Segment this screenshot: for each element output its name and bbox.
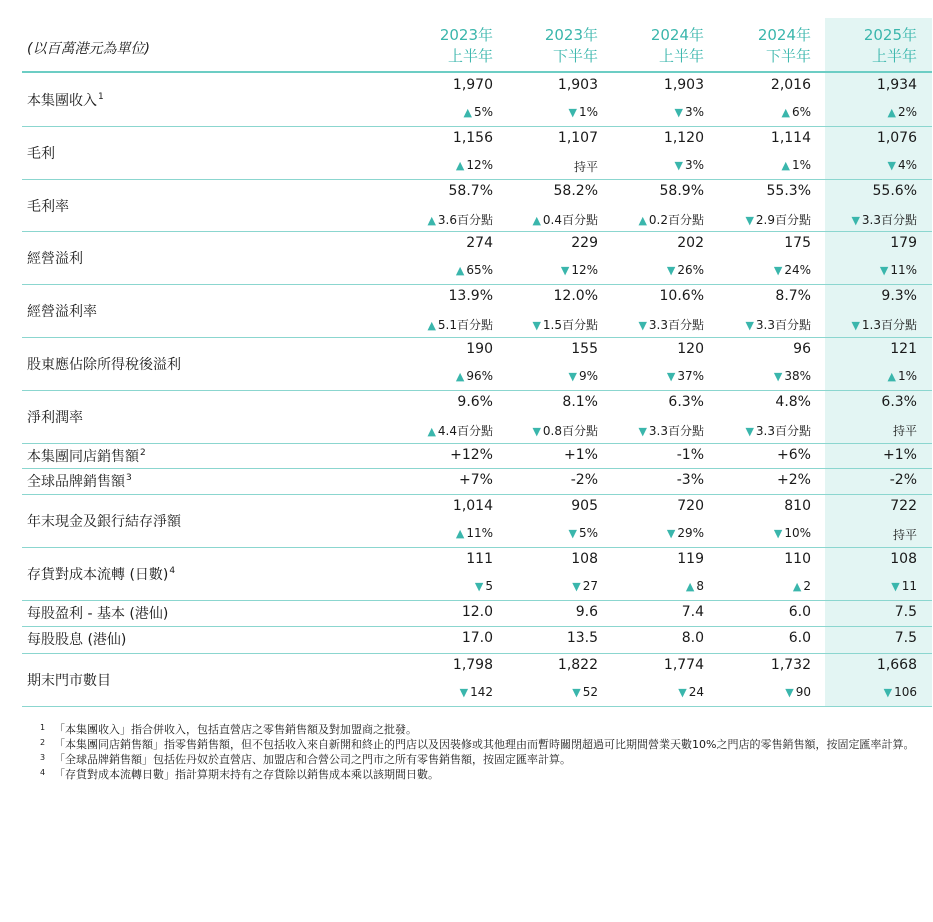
row-label-text: 全球品牌銷售額 xyxy=(27,474,125,490)
cell-change xyxy=(701,263,811,277)
change-text: 11% xyxy=(466,526,493,540)
change-text: 12% xyxy=(571,263,598,277)
column-header-year: 2024年 xyxy=(650,26,704,44)
cell-change xyxy=(488,369,598,383)
change-text: 9% xyxy=(578,369,598,383)
cell-value: 96 xyxy=(793,341,811,357)
column-header xyxy=(528,25,598,67)
down-triangle-icon: ▼ xyxy=(560,264,570,277)
footnote-text: 「全球品牌銷售額」包括佐丹奴於直營店、加盟店和合營公司之門市之所有零售銷售額，按固定匯率計算。 xyxy=(54,753,571,766)
cell-change xyxy=(701,211,811,228)
up-triangle-icon: ▲ xyxy=(463,106,472,119)
row-label xyxy=(27,143,55,163)
column-header xyxy=(741,25,811,67)
up-triangle-icon: ▲ xyxy=(455,527,465,540)
highlight-column-2025 xyxy=(825,18,932,706)
column-header-year: 2025年 xyxy=(863,26,917,44)
row-divider xyxy=(22,126,932,127)
cell-value: 229 xyxy=(571,235,598,251)
cell-value: 108 xyxy=(571,551,598,567)
change-text: 1% xyxy=(791,158,811,172)
footnote xyxy=(40,752,920,767)
cell-change xyxy=(594,158,704,172)
column-header-year: 2023年 xyxy=(439,26,493,44)
cell-value: +1% xyxy=(564,447,598,463)
down-triangle-icon: ▼ xyxy=(666,527,676,540)
down-triangle-icon: ▼ xyxy=(745,319,754,332)
down-triangle-icon: ▼ xyxy=(851,214,860,227)
cell-change xyxy=(594,316,704,333)
cell-value: -1% xyxy=(676,447,704,463)
change-text: 1% xyxy=(578,105,598,119)
change-text: 3.6百分點 xyxy=(437,213,493,227)
row-label xyxy=(27,603,168,623)
cell-value: 7.4 xyxy=(681,604,704,620)
cell-change xyxy=(807,158,917,172)
column-header-half: 上半年 xyxy=(447,47,493,65)
cell-value: 120 xyxy=(677,341,704,357)
cell-change xyxy=(807,579,917,593)
cell-change xyxy=(594,579,704,593)
change-text: 24 xyxy=(688,685,704,699)
up-triangle-icon: ▲ xyxy=(455,159,465,172)
cell-value: 905 xyxy=(571,498,598,514)
cell-change xyxy=(807,526,917,543)
cell-value: 17.0 xyxy=(461,630,493,646)
row-divider xyxy=(22,653,932,654)
row-label-text: 淨利潤率 xyxy=(27,410,83,426)
down-triangle-icon: ▼ xyxy=(474,580,484,593)
cell-value: 1,903 xyxy=(663,77,704,93)
cell-value: 1,120 xyxy=(663,130,704,146)
cell-value: 111 xyxy=(466,551,493,567)
cell-value: 6.3% xyxy=(881,394,917,410)
cell-change xyxy=(807,105,917,119)
cell-value: 58.9% xyxy=(659,183,704,199)
cell-value: 274 xyxy=(466,235,493,251)
up-triangle-icon: ▲ xyxy=(781,159,790,172)
cell-change xyxy=(383,369,493,383)
cell-change xyxy=(383,579,493,593)
up-triangle-icon: ▲ xyxy=(887,370,896,383)
row-label-text: 每股盈利 - 基本 (港仙) xyxy=(27,606,169,622)
cell-change xyxy=(488,158,598,175)
footnote-number: 2 xyxy=(40,738,46,747)
down-triangle-icon: ▼ xyxy=(879,264,889,277)
cell-change xyxy=(701,105,811,119)
cell-value: 1,970 xyxy=(452,77,493,93)
cell-value: 1,668 xyxy=(876,657,917,673)
column-header xyxy=(847,25,917,67)
row-label-text: 本集團同店銷售額 xyxy=(27,449,139,465)
row-label-text: 存貨對成本流轉 (日數) xyxy=(27,567,169,583)
change-text: 27 xyxy=(582,579,598,593)
row-label-text: 毛利 xyxy=(27,146,55,162)
up-triangle-icon: ▲ xyxy=(638,214,647,227)
cell-value: 1,774 xyxy=(663,657,704,673)
row-label xyxy=(27,446,146,466)
footnote xyxy=(40,722,920,737)
up-triangle-icon: ▲ xyxy=(685,580,695,593)
row-label-text: 期末門市數目 xyxy=(27,673,111,689)
cell-change xyxy=(594,369,704,383)
footnote-number: 3 xyxy=(40,753,46,762)
change-text: 1% xyxy=(897,369,917,383)
up-triangle-icon: ▲ xyxy=(427,319,436,332)
cell-change xyxy=(488,316,598,333)
cell-value: 720 xyxy=(677,498,704,514)
cell-value: 6.0 xyxy=(788,604,811,620)
up-triangle-icon: ▲ xyxy=(792,580,802,593)
row-divider xyxy=(22,494,932,495)
cell-change xyxy=(701,685,811,699)
change-text: 3% xyxy=(684,158,704,172)
cell-change xyxy=(383,526,493,540)
row-label xyxy=(27,354,181,374)
down-triangle-icon: ▼ xyxy=(568,527,577,540)
down-triangle-icon: ▼ xyxy=(773,264,783,277)
cell-change xyxy=(488,263,598,277)
cell-value: 58.7% xyxy=(448,183,493,199)
cell-change xyxy=(383,211,493,228)
footnote-number: 4 xyxy=(40,768,46,777)
row-label-text: 每股股息 (港仙) xyxy=(27,632,127,648)
down-triangle-icon: ▼ xyxy=(887,159,896,172)
cell-value: +6% xyxy=(777,447,811,463)
change-text: 1.3百分點 xyxy=(861,318,917,332)
row-divider xyxy=(22,179,932,180)
footnote-ref: 2 xyxy=(140,448,146,458)
cell-value: -2% xyxy=(570,472,598,488)
cell-value: 1,107 xyxy=(557,130,598,146)
cell-value: 10.6% xyxy=(659,288,704,304)
down-triangle-icon: ▼ xyxy=(568,106,577,119)
cell-change xyxy=(701,369,811,383)
cell-value: +7% xyxy=(459,472,493,488)
row-label xyxy=(27,90,104,110)
cell-change xyxy=(383,158,493,172)
unit-label: (以百萬港元為單位) xyxy=(27,41,150,57)
footnote-text: 「存貨對成本流轉日數」指計算期末持有之存貨除以銷售成本乘以該期間日數。 xyxy=(54,768,439,781)
cell-value: 110 xyxy=(784,551,811,567)
footnote-text: 「本集團收入」指合併收入，包括直營店之零售銷售額及對加盟商之批發。 xyxy=(54,723,417,736)
cell-change xyxy=(594,211,704,228)
cell-change xyxy=(383,316,493,333)
change-text: 5 xyxy=(485,579,493,593)
row-label xyxy=(27,248,83,268)
change-text: 3.3百分點 xyxy=(648,318,704,332)
down-triangle-icon: ▼ xyxy=(532,319,541,332)
down-triangle-icon: ▼ xyxy=(745,425,754,438)
change-text: 142 xyxy=(470,685,493,699)
down-triangle-icon: ▼ xyxy=(666,370,676,383)
row-label-text: 年末現金及銀行結存淨額 xyxy=(27,514,181,530)
cell-change xyxy=(701,158,811,172)
change-text: 5.1百分點 xyxy=(437,318,493,332)
up-triangle-icon: ▲ xyxy=(455,370,465,383)
cell-value: -3% xyxy=(676,472,704,488)
cell-change xyxy=(488,422,598,439)
up-triangle-icon: ▲ xyxy=(887,106,896,119)
row-divider xyxy=(22,547,932,548)
cell-change xyxy=(383,105,493,119)
cell-change xyxy=(807,211,917,228)
row-divider xyxy=(22,600,932,601)
header-rule xyxy=(22,71,932,73)
change-text: 10% xyxy=(784,526,811,540)
cell-value: 108 xyxy=(890,551,917,567)
cell-value: +12% xyxy=(450,447,493,463)
up-triangle-icon: ▲ xyxy=(427,214,436,227)
footnote-text: 「本集團同店銷售額」指零售銷售額，但不包括收入來自新開和終止的門店以及因裝修或其他理由而暫時關閉超過可比期間營業天數10%之門店的零售銷售額，按固定匯率計算。 xyxy=(54,738,915,751)
down-triangle-icon: ▼ xyxy=(674,159,683,172)
footnote-number: 1 xyxy=(40,723,46,732)
footnote xyxy=(40,767,920,782)
footnote-ref: 1 xyxy=(98,92,104,102)
change-text: 3.3百分點 xyxy=(755,424,811,438)
cell-value: 1,934 xyxy=(876,77,917,93)
change-text: 3.3百分點 xyxy=(861,213,917,227)
cell-value: 1,903 xyxy=(557,77,598,93)
cell-change xyxy=(701,526,811,540)
change-text: 37% xyxy=(677,369,704,383)
cell-value: 175 xyxy=(784,235,811,251)
down-triangle-icon: ▼ xyxy=(678,686,687,699)
cell-value: 12.0 xyxy=(461,604,493,620)
change-text: 96% xyxy=(466,369,493,383)
cell-value: 1,076 xyxy=(876,130,917,146)
up-triangle-icon: ▲ xyxy=(455,264,465,277)
change-text: 3.3百分點 xyxy=(755,318,811,332)
cell-value: 55.3% xyxy=(766,183,811,199)
cell-change xyxy=(701,316,811,333)
footnote-ref: 3 xyxy=(126,473,132,483)
change-text: 持平 xyxy=(892,528,917,542)
cell-value: +1% xyxy=(883,447,917,463)
down-triangle-icon: ▼ xyxy=(666,264,676,277)
cell-value: 8.1% xyxy=(562,394,598,410)
down-triangle-icon: ▼ xyxy=(572,580,581,593)
down-triangle-icon: ▼ xyxy=(883,686,893,699)
footnote xyxy=(40,737,920,752)
row-label xyxy=(27,670,111,690)
down-triangle-icon: ▼ xyxy=(568,370,577,383)
cell-value: 8.0 xyxy=(681,630,704,646)
down-triangle-icon: ▼ xyxy=(891,580,900,593)
row-label xyxy=(27,564,175,584)
footnotes xyxy=(40,722,920,782)
change-text: 5% xyxy=(578,526,598,540)
change-text: 0.2百分點 xyxy=(648,213,704,227)
cell-value: 1,822 xyxy=(557,657,598,673)
cell-value: 7.5 xyxy=(894,630,917,646)
cell-value: 6.0 xyxy=(788,630,811,646)
cell-value: 9.6 xyxy=(575,604,598,620)
row-label-text: 本集團收入 xyxy=(27,93,97,109)
down-triangle-icon: ▼ xyxy=(773,527,783,540)
down-triangle-icon: ▼ xyxy=(459,686,469,699)
cell-value: 9.6% xyxy=(457,394,493,410)
change-text: 持平 xyxy=(573,160,598,174)
cell-value: 55.6% xyxy=(872,183,917,199)
change-text: 90 xyxy=(795,685,811,699)
cell-change xyxy=(807,369,917,383)
change-text: 106 xyxy=(894,685,917,699)
cell-value: 13.9% xyxy=(448,288,493,304)
row-divider xyxy=(22,626,932,627)
cell-change xyxy=(488,105,598,119)
change-text: 3% xyxy=(684,105,704,119)
cell-value: 121 xyxy=(890,341,917,357)
cell-value: 8.7% xyxy=(775,288,811,304)
down-triangle-icon: ▼ xyxy=(773,370,783,383)
cell-value: 202 xyxy=(677,235,704,251)
change-text: 2% xyxy=(897,105,917,119)
row-label xyxy=(27,196,69,216)
cell-change xyxy=(488,685,598,699)
row-divider xyxy=(22,468,932,469)
column-header-year: 2023年 xyxy=(544,26,598,44)
change-text: 12% xyxy=(466,158,493,172)
change-text: 29% xyxy=(677,526,704,540)
row-divider xyxy=(22,284,932,285)
cell-value: 12.0% xyxy=(553,288,598,304)
cell-change xyxy=(807,263,917,277)
change-text: 3.3百分點 xyxy=(648,424,704,438)
change-text: 24% xyxy=(784,263,811,277)
cell-value: 190 xyxy=(466,341,493,357)
change-text: 0.8百分點 xyxy=(542,424,598,438)
cell-change xyxy=(594,105,704,119)
cell-value: 810 xyxy=(784,498,811,514)
down-triangle-icon: ▼ xyxy=(851,319,860,332)
column-header-half: 下半年 xyxy=(552,47,598,65)
cell-value: 58.2% xyxy=(553,183,598,199)
row-label xyxy=(27,629,126,649)
row-divider xyxy=(22,390,932,391)
row-divider xyxy=(22,706,932,707)
change-text: 38% xyxy=(784,369,811,383)
cell-change xyxy=(383,685,493,699)
row-label-text: 經營溢利 xyxy=(27,251,83,267)
cell-change xyxy=(383,422,493,439)
row-label-text: 毛利率 xyxy=(27,199,69,215)
cell-change xyxy=(488,211,598,228)
up-triangle-icon: ▲ xyxy=(532,214,541,227)
row-label xyxy=(27,407,83,427)
column-header-half: 上半年 xyxy=(871,47,917,65)
row-label xyxy=(27,471,132,491)
cell-value: 13.5 xyxy=(566,630,598,646)
up-triangle-icon: ▲ xyxy=(781,106,790,119)
row-divider xyxy=(22,231,932,232)
cell-change xyxy=(488,526,598,540)
column-header xyxy=(634,25,704,67)
row-label xyxy=(27,511,181,531)
cell-value: 4.8% xyxy=(775,394,811,410)
change-text: 持平 xyxy=(892,424,917,438)
column-header-half: 下半年 xyxy=(765,47,811,65)
cell-value: 1,732 xyxy=(770,657,811,673)
cell-value: +2% xyxy=(777,472,811,488)
change-text: 8 xyxy=(696,579,704,593)
down-triangle-icon: ▼ xyxy=(532,425,541,438)
cell-value: 6.3% xyxy=(668,394,704,410)
cell-value: -2% xyxy=(889,472,917,488)
change-text: 2 xyxy=(803,579,811,593)
cell-value: 722 xyxy=(890,498,917,514)
change-text: 11% xyxy=(890,263,917,277)
change-text: 65% xyxy=(466,263,493,277)
change-text: 0.4百分點 xyxy=(542,213,598,227)
down-triangle-icon: ▼ xyxy=(638,319,647,332)
row-divider xyxy=(22,337,932,338)
cell-change xyxy=(488,579,598,593)
cell-change xyxy=(701,422,811,439)
column-header xyxy=(423,25,493,67)
column-header-half: 上半年 xyxy=(658,47,704,65)
cell-value: 2,016 xyxy=(770,77,811,93)
footnote-ref: 4 xyxy=(169,566,176,576)
cell-change xyxy=(807,422,917,439)
cell-change xyxy=(594,422,704,439)
column-header-year: 2024年 xyxy=(757,26,811,44)
down-triangle-icon: ▼ xyxy=(638,425,647,438)
down-triangle-icon: ▼ xyxy=(674,106,683,119)
change-text: 4.4百分點 xyxy=(437,424,493,438)
down-triangle-icon: ▼ xyxy=(745,214,754,227)
row-label-text: 經營溢利率 xyxy=(27,304,97,320)
down-triangle-icon: ▼ xyxy=(572,686,581,699)
up-triangle-icon: ▲ xyxy=(427,425,436,438)
change-text: 1.5百分點 xyxy=(542,318,598,332)
cell-value: 1,014 xyxy=(452,498,493,514)
cell-change xyxy=(594,263,704,277)
cell-change xyxy=(807,685,917,699)
cell-value: 179 xyxy=(890,235,917,251)
change-text: 26% xyxy=(677,263,704,277)
cell-value: 1,798 xyxy=(452,657,493,673)
cell-change xyxy=(594,685,704,699)
cell-value: 155 xyxy=(571,341,598,357)
change-text: 52 xyxy=(582,685,598,699)
cell-value: 1,114 xyxy=(770,130,811,146)
cell-value: 7.5 xyxy=(894,604,917,620)
row-label-text: 股東應佔除所得稅後溢利 xyxy=(27,357,181,373)
change-text: 6% xyxy=(791,105,811,119)
cell-change xyxy=(701,579,811,593)
cell-change xyxy=(383,263,493,277)
cell-value: 1,156 xyxy=(452,130,493,146)
cell-change xyxy=(594,526,704,540)
change-text: 11 xyxy=(901,579,917,593)
cell-value: 9.3% xyxy=(881,288,917,304)
change-text: 4% xyxy=(897,158,917,172)
down-triangle-icon: ▼ xyxy=(785,686,794,699)
change-text: 5% xyxy=(473,105,493,119)
row-divider xyxy=(22,443,932,444)
cell-change xyxy=(807,316,917,333)
change-text: 2.9百分點 xyxy=(755,213,811,227)
cell-value: 119 xyxy=(677,551,704,567)
row-label xyxy=(27,301,97,321)
